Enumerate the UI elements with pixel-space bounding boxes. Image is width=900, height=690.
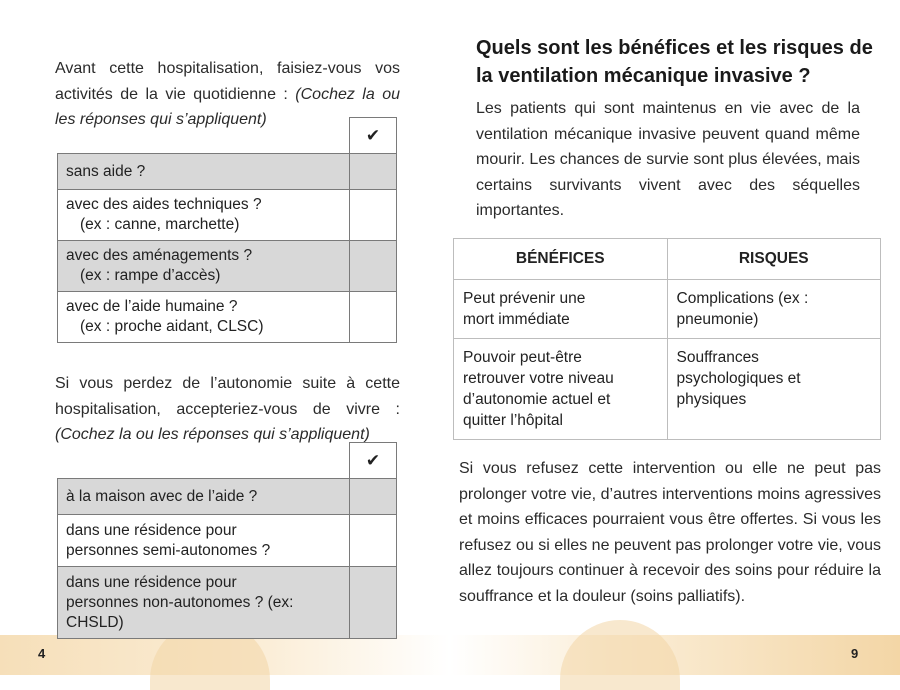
table-row [454,339,881,440]
section-title: Quels sont les bénéfices et les risques de la ventilation mécanique invasive ? [476,37,873,87]
question2-text: Si vous perdez de l’autonomie suite à cette hospitalisation, accepteriez-vous de vivre : [55,375,400,418]
intro-paragraph: Les patients qui sont maintenus en vie avec de la ventilation mécanique invasive peuvent quand même mourir. Les chances de survie sont plus élevées, mais certains survivants vivent avec des séquelles importantes. [476,100,860,219]
table-row [58,292,397,343]
table-row [58,567,397,639]
row-label: à la maison avec de l’aide ? [58,479,350,515]
table-row [58,479,397,515]
page-number-right: 9 [851,646,859,661]
benefits-risks-table [453,238,881,440]
row-label: avec des aménagements ? (ex : rampe d’accès) [58,241,350,292]
checkbox-semi-autonomes[interactable] [350,515,397,567]
footer-swirl-right [560,620,680,690]
intro-text: Avant cette hospitalisation, faisiez-vous vos activités de la vie quotidienne : [55,60,400,103]
check-column-header: ✔ [350,443,397,479]
row-label: avec des aides techniques ? (ex : canne, marchette) [58,190,350,241]
living-options-table [57,442,397,639]
intro-instruction: (Cochez la ou les réponses qui s’appliquent) [55,85,400,128]
risk-cell: Souffrances psychologiques et physiques [667,339,881,440]
risk-cell: Complications (ex : pneumonie) [667,280,881,339]
table-row [454,280,881,339]
table-row [58,154,397,190]
checkbox-maison-aide[interactable] [350,479,397,515]
benefit-cell: Pouvoir peut-être retrouver votre niveau d’autonomie actuel et quitter l’hôpital [454,339,668,440]
table-row [58,190,397,241]
daily-activities-table [57,117,397,343]
checkbox-amenagements[interactable] [350,241,397,292]
autonomy-question [55,371,400,448]
table-row [58,515,397,567]
page-number-left: 4 [38,646,46,661]
table-row [58,241,397,292]
row-label: dans une résidence pour personnes non-autonomes ? (ex: CHSLD) [58,567,350,639]
header-benefits: BÉNÉFICES [454,239,668,280]
row-label: sans aide ? [58,154,350,190]
question2-instruction: (Cochez la ou les réponses qui s’appliquent) [55,426,370,443]
closing-paragraph: Si vous refusez cette intervention ou elle ne peut pas prolonger votre vie, d’autres interventions moins agressives et moins efficaces pourraient vous être offertes. Si vous les refusez ou si elles ne peuvent pas prolonger votre vie, vous allez toujours continuer à recevoir des soins pour réduire la souffrance et la douleur (soins palliatifs). [459,460,881,605]
row-label: dans une résidence pour personnes semi-autonomes ? [58,515,350,567]
left-page [0,0,450,675]
checkbox-aide-humaine[interactable] [350,292,397,343]
checkbox-sans-aide[interactable] [350,154,397,190]
checkbox-aides-techniques[interactable] [350,190,397,241]
checkbox-non-autonomes[interactable] [350,567,397,639]
header-risks: RISQUES [667,239,881,280]
check-column-header: ✔ [350,118,397,154]
row-label: avec de l’aide humaine ? (ex : proche aidant, CLSC) [58,292,350,343]
benefit-cell: Peut prévenir une mort immédiate [454,280,668,339]
